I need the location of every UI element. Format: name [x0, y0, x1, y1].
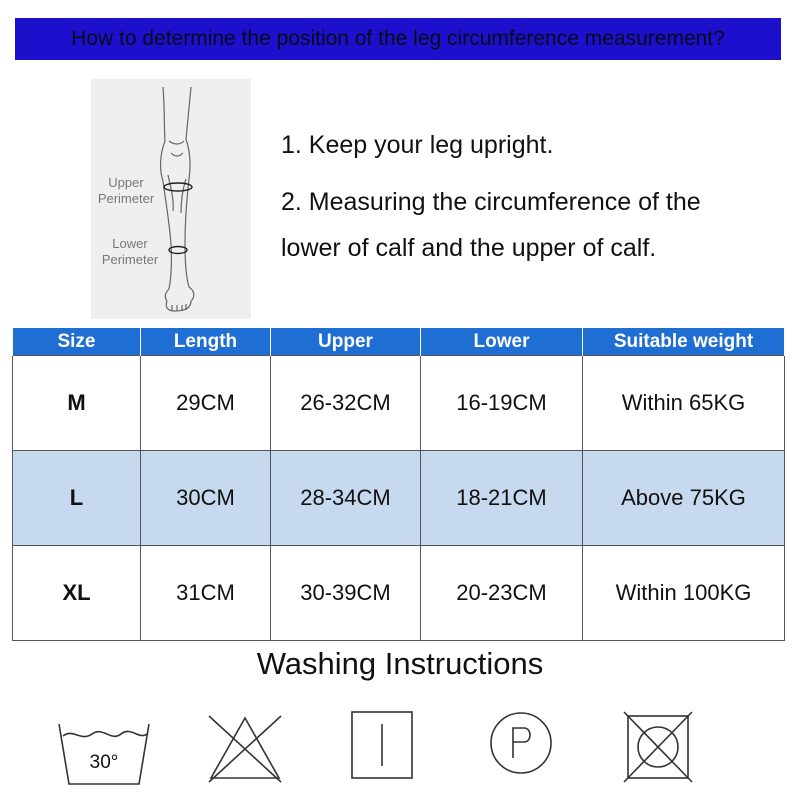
- header-upper: Upper: [271, 328, 421, 356]
- lower-perimeter-label: [95, 236, 165, 268]
- lower-perimeter-text: Lower Perimeter: [101, 236, 159, 267]
- wash-30-icon: [55, 710, 153, 790]
- table-row: [13, 451, 785, 546]
- upper-cell: 26-32CM: [271, 356, 421, 451]
- upper-perimeter-label: [91, 175, 161, 207]
- step-2-text: 2. Measuring the circumference of the: [281, 188, 701, 216]
- upper-cell: 30-39CM: [271, 546, 421, 641]
- step-1-text: 1. Keep your leg upright.: [281, 131, 554, 159]
- length-cell: 31CM: [141, 546, 271, 641]
- title-banner: [15, 18, 781, 60]
- washing-instructions-title: Washing Instructions: [256, 646, 544, 681]
- header-lower: Lower: [421, 328, 583, 356]
- step-2-continued-text: lower of calf and the upper of calf.: [281, 234, 657, 262]
- lower-cell: 16-19CM: [421, 356, 583, 451]
- wash-temp-text: 30°: [89, 752, 119, 773]
- length-cell: 29CM: [141, 356, 271, 451]
- dry-clean-p-icon: [488, 710, 554, 776]
- header-size: Size: [13, 328, 141, 356]
- table-row: [13, 546, 785, 641]
- header-suitable-weight: Suitable weight: [583, 328, 785, 356]
- no-bleach-icon: [205, 710, 285, 786]
- lower-cell: 20-23CM: [421, 546, 583, 641]
- no-tumble-dry-icon: [622, 710, 694, 784]
- upper-perimeter-text: Upper Perimeter: [97, 175, 155, 206]
- lower-cell: 18-21CM: [421, 451, 583, 546]
- size-cell: M: [13, 356, 141, 451]
- table-header-row: [13, 328, 785, 356]
- table-row: [13, 356, 785, 451]
- size-table: [12, 328, 785, 641]
- header-length: Length: [141, 328, 271, 356]
- weight-cell: Above 75KG: [583, 451, 785, 546]
- size-cell: XL: [13, 546, 141, 641]
- leg-diagram: [91, 79, 251, 319]
- upper-cell: 28-34CM: [271, 451, 421, 546]
- line-dry-icon: [350, 710, 414, 780]
- title-text: How to determine the position of the leg circumference measurement?: [71, 27, 725, 50]
- length-cell: 30CM: [141, 451, 271, 546]
- size-cell: L: [13, 451, 141, 546]
- weight-cell: Within 65KG: [583, 356, 785, 451]
- weight-cell: Within 100KG: [583, 546, 785, 641]
